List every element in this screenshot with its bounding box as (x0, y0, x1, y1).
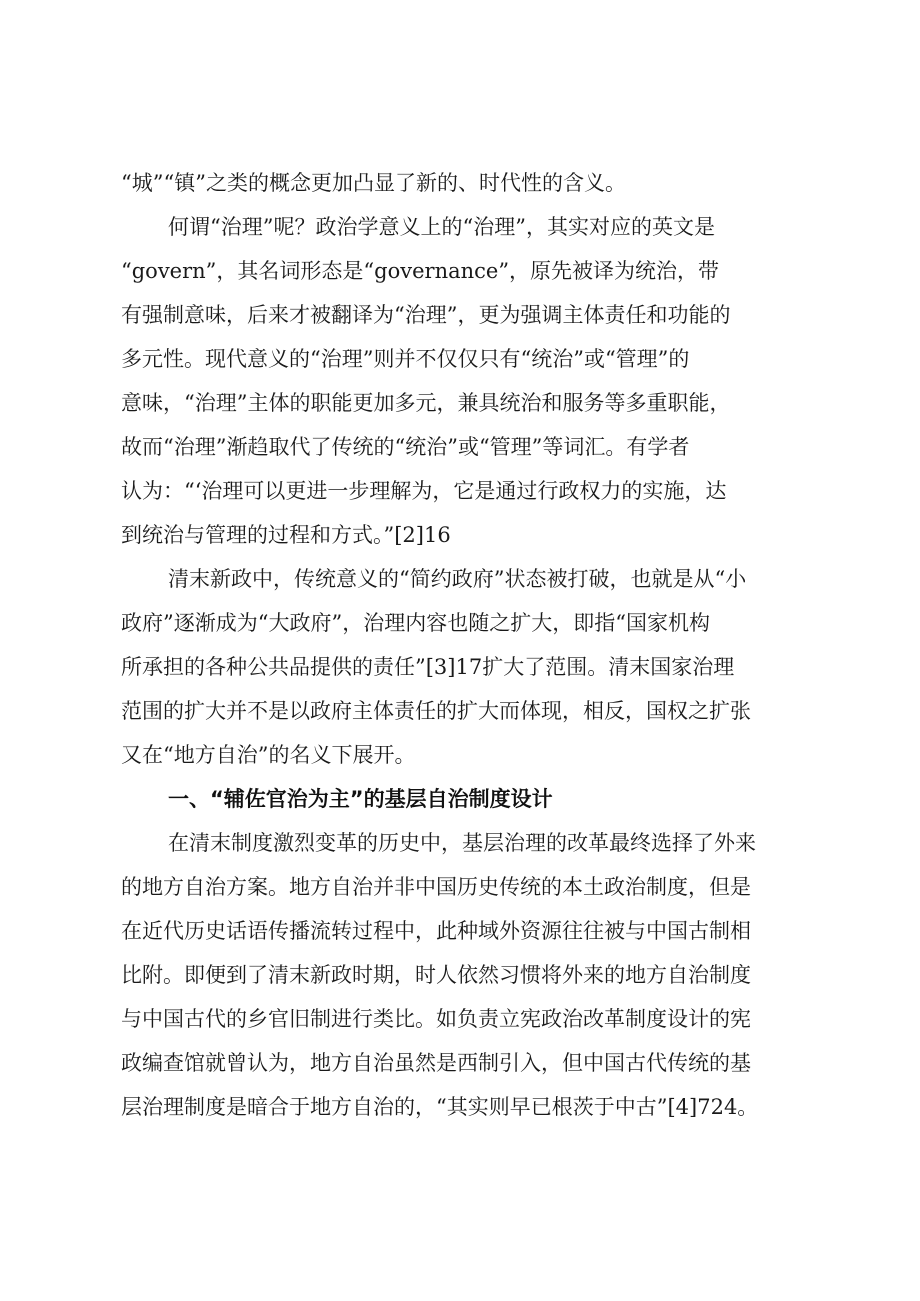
paragraph-4-line-7 (0, 1092, 920, 1122)
line-text: 在清末制度激烈变革的历史中，基层治理的改革最终选择了外来 (168, 831, 756, 855)
line-text: 比附。即便到了清末新政时期，时人依然习惯将外来的地方自治制度 (121, 963, 751, 987)
paragraph-1-line-1 (0, 168, 920, 198)
paragraph-2-line-5 (0, 388, 920, 418)
heading-text: 一、“辅佐官治为主”的基层自治制度设计 (168, 787, 553, 811)
paragraph-3-line-4 (0, 696, 920, 726)
line-text: “城”“镇”之类的概念更加凸显了新的、时代性的含义。 (121, 171, 626, 195)
paragraph-4-line-2 (0, 872, 920, 902)
line-text: 清末新政中，传统意义的“简约政府”状态被打破，也就是从“小 (168, 567, 747, 591)
paragraph-2-line-1 (0, 212, 920, 242)
line-text: 多元性。现代意义的“治理”则并不仅仅只有“统治”或“管理”的 (121, 347, 690, 371)
paragraph-4-line-5 (0, 1004, 920, 1034)
paragraph-3-line-2 (0, 608, 920, 638)
paragraph-3-line-5 (0, 740, 920, 770)
paragraph-2-line-6 (0, 432, 920, 462)
paragraph-4-line-6 (0, 1048, 920, 1078)
paragraph-2-line-8 (0, 520, 920, 550)
line-text: 到统治与管理的过程和方式。”[2]16 (121, 523, 451, 547)
line-text: 与中国古代的乡官旧制进行类比。如负责立宪政治改革制度设计的宪 (121, 1007, 751, 1031)
line-text: 所承担的各种公共品提供的责任”[3]17扩大了范围。清末国家治理 (121, 655, 735, 679)
line-text: 认为：“‘治理可以更进一步理解为，它是通过行政权力的实施，达 (121, 479, 727, 503)
line-text: 的地方自治方案。地方自治并非中国历史传统的本土政治制度，但是 (121, 875, 751, 899)
line-text: 政编查馆就曾认为，地方自治虽然是西制引入，但中国古代传统的基 (121, 1051, 751, 1075)
line-text: 层治理制度是暗合于地方自治的，“其实则早已根茨于中古”[4]724。 (121, 1095, 759, 1119)
line-text: 在近代历史话语传播流转过程中，此种域外资源往往被与中国古制相 (121, 919, 751, 943)
section-heading-1 (0, 784, 920, 814)
paragraph-2-line-4 (0, 344, 920, 374)
paragraph-4-line-4 (0, 960, 920, 990)
line-text: 政府”逐渐成为“大政府”，治理内容也随之扩大，即指“国家机构 (121, 611, 710, 635)
paragraph-4-line-3 (0, 916, 920, 946)
line-text: 又在“地方自治”的名义下展开。 (121, 743, 416, 767)
paragraph-4-line-1 (0, 828, 920, 858)
paragraph-3-line-3 (0, 652, 920, 682)
paragraph-2-line-7 (0, 476, 920, 506)
line-text: 意味，“治理”主体的职能更加多元，兼具统治和服务等多重职能， (121, 391, 731, 415)
paragraph-3-line-1 (0, 564, 920, 594)
line-text: “govern”，其名词形态是“governance”，原先被译为统治，带 (121, 259, 720, 283)
line-text: 何谓“治理”呢？政治学意义上的“治理”，其实对应的英文是 (168, 215, 715, 239)
paragraph-2-line-2 (0, 256, 920, 286)
line-text: 范围的扩大并不是以政府主体责任的扩大而体现，相反，国权之扩张 (121, 699, 751, 723)
paragraph-2-line-3 (0, 300, 920, 330)
line-text: 有强制意味，后来才被翻译为“治理”，更为强调主体责任和功能的 (121, 303, 731, 327)
line-text: 故而“治理”渐趋取代了传统的“统治”或“管理”等词汇。有学者 (121, 435, 690, 459)
